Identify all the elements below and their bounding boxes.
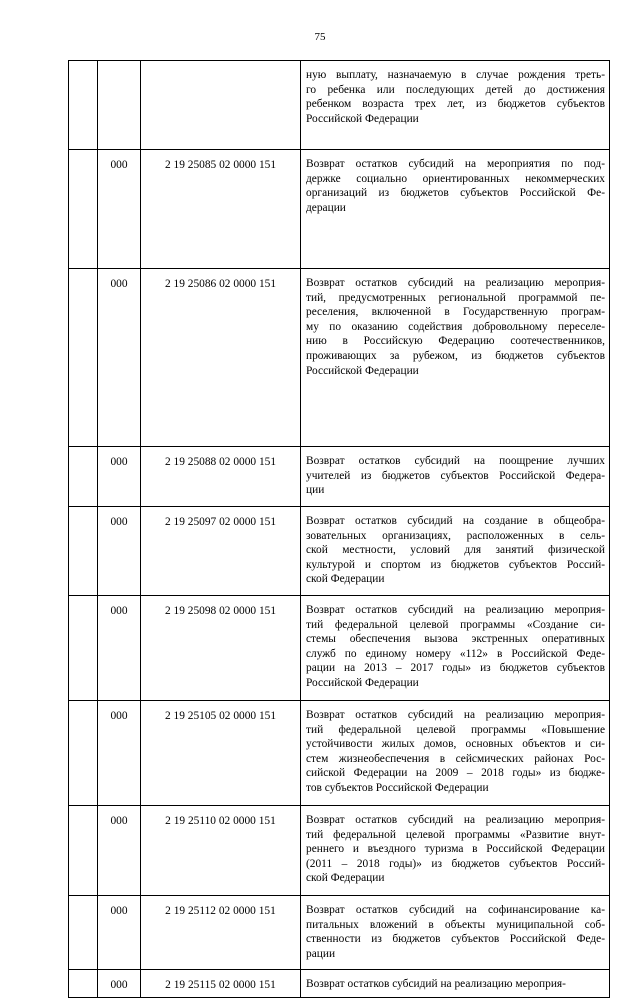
description-cell bbox=[301, 701, 610, 806]
description-line: Российской Федерации bbox=[306, 112, 419, 125]
table-row bbox=[69, 507, 610, 596]
table-row bbox=[69, 61, 610, 150]
budget-code-cell bbox=[141, 61, 301, 150]
budget-classification-table bbox=[68, 60, 610, 998]
description-line: культурой и спортом из бюджетов субъектов Россий- bbox=[306, 558, 605, 571]
budget-code-cell: 2 19 25088 02 0000 151 bbox=[141, 447, 301, 507]
administrator-code-cell: 000 bbox=[98, 701, 141, 806]
description-line: реннего и въездного туризма в Российской Федерации bbox=[306, 843, 605, 856]
description-cell bbox=[301, 150, 610, 269]
budget-code-cell: 2 19 25105 02 0000 151 bbox=[141, 701, 301, 806]
table-row bbox=[69, 447, 610, 507]
description-line: ции bbox=[306, 484, 325, 497]
description-line: стем жизнеобеспечения в сейсмических районах Рос- bbox=[306, 752, 605, 765]
description-line: тий федеральной целевой программы «Повышение bbox=[306, 723, 605, 736]
description-cell bbox=[301, 896, 610, 970]
description-line: ской Федерации bbox=[306, 872, 385, 885]
administrator-code-cell: 000 bbox=[98, 596, 141, 701]
description-line: Возврат остатков субсидий на софинансирование ка- bbox=[306, 904, 605, 916]
administrator-code-cell: 000 bbox=[98, 507, 141, 596]
description-line: проживающих за рубежом, из бюджетов субъектов bbox=[306, 349, 605, 362]
description-line: тий, предусмотренных региональной программой пе- bbox=[306, 291, 605, 304]
description-cell bbox=[301, 596, 610, 701]
description-cell bbox=[301, 269, 610, 447]
budget-code-cell: 2 19 25098 02 0000 151 bbox=[141, 596, 301, 701]
description-line: ную выплату, назначаемую в случае рождения треть- bbox=[306, 69, 605, 81]
table-row bbox=[69, 269, 610, 447]
table-body bbox=[69, 61, 610, 998]
description-cell bbox=[301, 507, 610, 596]
administrator-code-cell: 000 bbox=[98, 447, 141, 507]
blank-cell bbox=[69, 447, 98, 507]
table-row bbox=[69, 150, 610, 269]
blank-cell bbox=[69, 806, 98, 896]
description-cell bbox=[301, 970, 610, 998]
description-line: устойчивости жилых домов, основных объектов и си- bbox=[306, 738, 605, 751]
description-line: ской местности, условий для занятий физической bbox=[306, 544, 605, 557]
description-line: тий федеральной целевой программы «Создание си- bbox=[306, 618, 605, 631]
description-line: рации bbox=[306, 947, 336, 960]
administrator-code-cell: 000 bbox=[98, 150, 141, 269]
administrator-code-cell: 000 bbox=[98, 806, 141, 896]
table-row bbox=[69, 896, 610, 970]
budget-code-cell: 2 19 25085 02 0000 151 bbox=[141, 150, 301, 269]
budget-code-cell: 2 19 25110 02 0000 151 bbox=[141, 806, 301, 896]
administrator-code-cell: 000 bbox=[98, 269, 141, 447]
description-line: му по оказанию содействия добровольному переселе- bbox=[306, 320, 605, 333]
administrator-code-cell bbox=[98, 61, 141, 150]
description-line: Российской Федерации bbox=[306, 676, 419, 689]
description-line: Возврат остатков субсидий на реализацию мероприя- bbox=[306, 709, 605, 721]
description-cell bbox=[301, 806, 610, 896]
description-line: Российской Федерации bbox=[306, 364, 419, 377]
description-line: реселения, включенной в Государственную програм- bbox=[306, 306, 605, 319]
description-line: ской Федерации bbox=[306, 573, 385, 586]
budget-code-cell: 2 19 25097 02 0000 151 bbox=[141, 507, 301, 596]
description-line: го ребенка или последующих детей до достижения bbox=[306, 83, 605, 96]
administrator-code-cell: 000 bbox=[98, 896, 141, 970]
table-row bbox=[69, 596, 610, 701]
description-line: организаций из бюджетов субъектов Российской Фе- bbox=[306, 187, 605, 200]
description-cell bbox=[301, 447, 610, 507]
description-line: тов субъектов Российской Федерации bbox=[306, 781, 489, 794]
description-line: Возврат остатков субсидий на реализацию мероприя- bbox=[306, 978, 566, 990]
description-line: Возврат остатков субсидий на реализацию мероприя- bbox=[306, 277, 605, 289]
administrator-code-cell: 000 bbox=[98, 970, 141, 998]
description-line: (2011 – 2018 годы)» из бюджетов субъектов Россий- bbox=[306, 857, 605, 870]
blank-cell bbox=[69, 61, 98, 150]
description-line: стемы обеспечения вызова экстренных оперативных bbox=[306, 633, 605, 646]
description-line: зовательных организациях, расположенных в сель- bbox=[306, 529, 605, 542]
budget-code-cell: 2 19 25086 02 0000 151 bbox=[141, 269, 301, 447]
blank-cell bbox=[69, 896, 98, 970]
description-cell bbox=[301, 61, 610, 150]
description-line: ственности из бюджетов субъектов Российской Феде- bbox=[306, 933, 605, 946]
description-line: дерации bbox=[306, 201, 346, 214]
description-line: Возврат остатков субсидий на поощрение лучших bbox=[306, 455, 605, 467]
description-line: Возврат остатков субсидий на создание в общеобра- bbox=[306, 515, 605, 527]
description-line: сийской Федерации на 2009 – 2018 годы» из бюдже- bbox=[306, 767, 605, 780]
description-line: Возврат остатков субсидий на мероприятия по под- bbox=[306, 158, 605, 170]
table-row bbox=[69, 970, 610, 998]
budget-code-cell: 2 19 25115 02 0000 151 bbox=[141, 970, 301, 998]
description-line: питальных вложений в объекты муниципальной соб- bbox=[306, 918, 605, 931]
budget-code-cell: 2 19 25112 02 0000 151 bbox=[141, 896, 301, 970]
description-line: держке социально ориентированных некоммерческих bbox=[306, 172, 605, 185]
description-line: служб по единому номеру «112» в Российской Феде- bbox=[306, 647, 605, 660]
description-line: Возврат остатков субсидий на реализацию мероприя- bbox=[306, 814, 605, 826]
description-line: нию в Российскую Федерацию соотечественников, bbox=[306, 335, 605, 348]
table-row bbox=[69, 806, 610, 896]
description-line: учителей из бюджетов субъектов Российской Федера- bbox=[306, 469, 605, 482]
description-line: Возврат остатков субсидий на реализацию мероприя- bbox=[306, 604, 605, 616]
page-number: 75 bbox=[314, 31, 326, 43]
blank-cell bbox=[69, 507, 98, 596]
blank-cell bbox=[69, 970, 98, 998]
description-line: тий федеральной целевой программы «Развитие внут- bbox=[306, 828, 605, 841]
description-line: ребенком возраста трех лет, из бюджетов субъектов bbox=[306, 98, 605, 111]
blank-cell bbox=[69, 269, 98, 447]
blank-cell bbox=[69, 701, 98, 806]
blank-cell bbox=[69, 596, 98, 701]
description-line: рации на 2013 – 2017 годы» из бюджетов субъектов bbox=[306, 662, 605, 675]
blank-cell bbox=[69, 150, 98, 269]
table-row bbox=[69, 701, 610, 806]
